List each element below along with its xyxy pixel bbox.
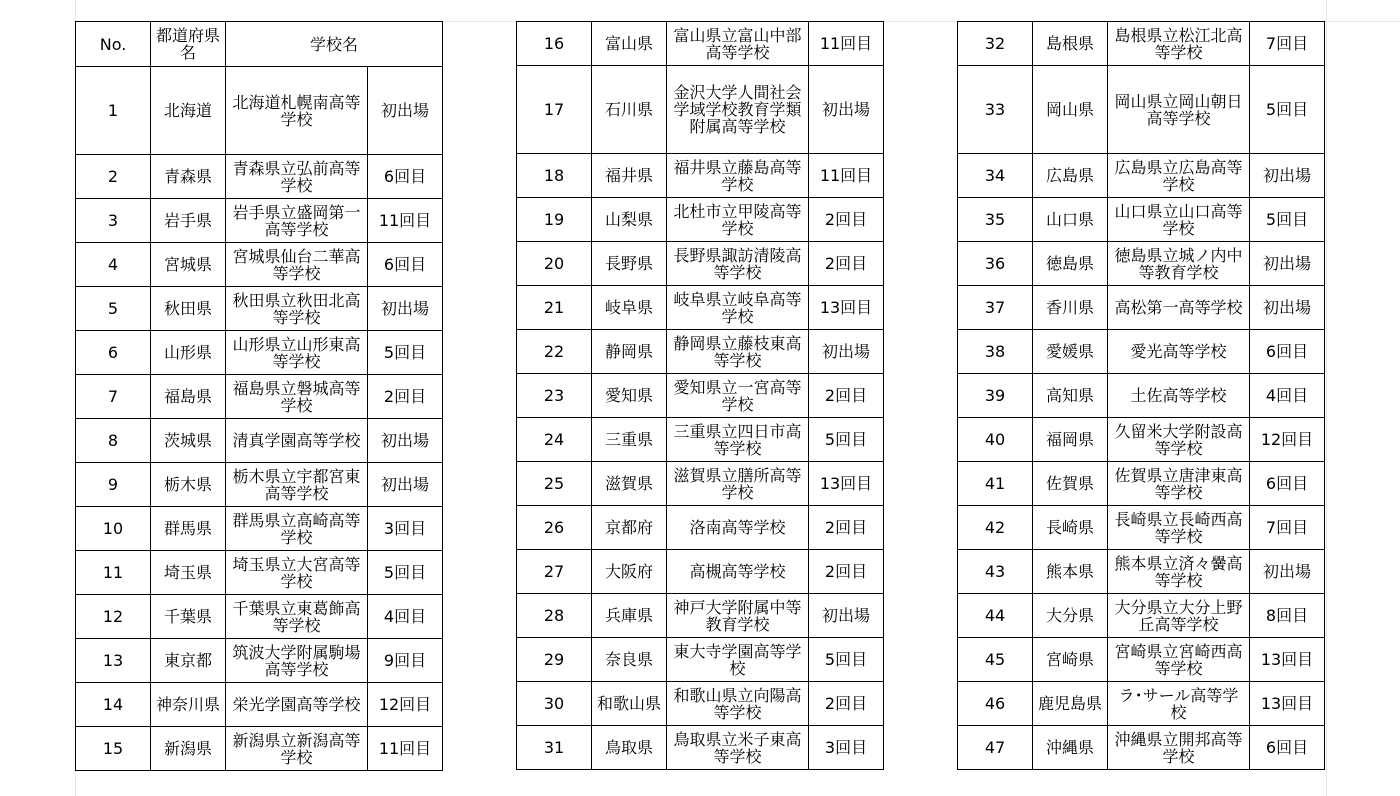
- cell-school: 北海道札幌南高等学校: [226, 67, 368, 155]
- cell-prefecture: 新潟県: [151, 727, 226, 771]
- table-row: [958, 286, 1325, 330]
- cell-prefecture: 神奈川県: [151, 683, 226, 727]
- cell-prefecture: 大阪府: [592, 550, 667, 594]
- table-row: [958, 154, 1325, 198]
- cell-school: 熊本県立済々黌高等学校: [1108, 550, 1250, 594]
- cell-school: 宮城県仙台二華高等学校: [226, 243, 368, 287]
- cell-appearances: 初出場: [809, 330, 884, 374]
- cell-appearances: 11回目: [809, 22, 884, 66]
- cell-appearances: 7回目: [1250, 506, 1325, 550]
- cell-no: 24: [517, 418, 592, 462]
- cell-school: 洛南高等学校: [667, 506, 809, 550]
- cell-prefecture: 群馬県: [151, 507, 226, 551]
- cell-school: 鳥取県立米子東高等学校: [667, 726, 809, 770]
- cell-prefecture: 秋田県: [151, 287, 226, 331]
- cell-no: 47: [958, 726, 1033, 770]
- cell-appearances: 2回目: [368, 375, 443, 419]
- cell-prefecture: 鳥取県: [592, 726, 667, 770]
- cell-school: 東大寺学園高等学校: [667, 638, 809, 682]
- cell-no: 27: [517, 550, 592, 594]
- cell-school: 神戸大学附属中等教育学校: [667, 594, 809, 638]
- cell-no: 28: [517, 594, 592, 638]
- header-no: No.: [76, 22, 151, 67]
- cell-prefecture: 東京都: [151, 639, 226, 683]
- cell-school: 金沢大学人間社会学域学校教育学類附属高等学校: [667, 66, 809, 154]
- cell-no: 43: [958, 550, 1033, 594]
- table-row: [76, 683, 443, 727]
- table-row: [76, 155, 443, 199]
- cell-appearances: 5回目: [368, 331, 443, 375]
- cell-no: 29: [517, 638, 592, 682]
- cell-prefecture: 北海道: [151, 67, 226, 155]
- table-row: [76, 639, 443, 683]
- cell-appearances: 5回目: [368, 551, 443, 595]
- cell-appearances: 6回目: [1250, 462, 1325, 506]
- cell-appearances: 11回目: [368, 199, 443, 243]
- cell-school: 長野県諏訪清陵高等学校: [667, 242, 809, 286]
- cell-no: 7: [76, 375, 151, 419]
- cell-appearances: 9回目: [368, 639, 443, 683]
- cell-appearances: 11回目: [368, 727, 443, 771]
- cell-no: 20: [517, 242, 592, 286]
- cell-no: 25: [517, 462, 592, 506]
- cell-school: 群馬県立高崎高等学校: [226, 507, 368, 551]
- cell-school: 島根県立松江北高等学校: [1108, 22, 1250, 66]
- table-row: [76, 507, 443, 551]
- cell-school: 長崎県立長崎西高等学校: [1108, 506, 1250, 550]
- cell-school: 高槻高等学校: [667, 550, 809, 594]
- cell-appearances: 8回目: [1250, 594, 1325, 638]
- cell-prefecture: 千葉県: [151, 595, 226, 639]
- table-row: [958, 726, 1325, 770]
- cell-appearances: 初出場: [368, 67, 443, 155]
- cell-prefecture: 滋賀県: [592, 462, 667, 506]
- cell-prefecture: 奈良県: [592, 638, 667, 682]
- cell-no: 17: [517, 66, 592, 154]
- cell-appearances: 4回目: [368, 595, 443, 639]
- cell-no: 32: [958, 22, 1033, 66]
- cell-appearances: 6回目: [1250, 330, 1325, 374]
- cell-prefecture: 徳島県: [1033, 242, 1108, 286]
- cell-no: 8: [76, 419, 151, 463]
- table-row: [517, 726, 884, 770]
- cell-school: 宮崎県立宮崎西高等学校: [1108, 638, 1250, 682]
- cell-prefecture: 岩手県: [151, 199, 226, 243]
- cell-prefecture: 栃木県: [151, 463, 226, 507]
- cell-appearances: 2回目: [809, 550, 884, 594]
- cell-appearances: 13回目: [809, 286, 884, 330]
- cell-no: 16: [517, 22, 592, 66]
- cell-appearances: 初出場: [1250, 286, 1325, 330]
- cell-appearances: 5回目: [1250, 66, 1325, 154]
- table-row: [76, 595, 443, 639]
- cell-appearances: 12回目: [368, 683, 443, 727]
- cell-appearances: 5回目: [809, 638, 884, 682]
- table-row: [517, 286, 884, 330]
- cell-no: 26: [517, 506, 592, 550]
- cell-prefecture: 和歌山県: [592, 682, 667, 726]
- header-prefecture: 都道府県名: [151, 22, 226, 67]
- cell-prefecture: 静岡県: [592, 330, 667, 374]
- cell-no: 18: [517, 154, 592, 198]
- table-row: [958, 550, 1325, 594]
- cell-no: 21: [517, 286, 592, 330]
- table-row: [76, 375, 443, 419]
- cell-school: 山形県立山形東高等学校: [226, 331, 368, 375]
- cell-no: 15: [76, 727, 151, 771]
- cell-prefecture: 島根県: [1033, 22, 1108, 66]
- table-row: [958, 374, 1325, 418]
- cell-school: 愛光高等学校: [1108, 330, 1250, 374]
- header-school: 学校名: [226, 22, 443, 67]
- schools-table-3: [957, 21, 1325, 770]
- table-row: [76, 419, 443, 463]
- cell-school: 愛知県立一宮高等学校: [667, 374, 809, 418]
- cell-no: 23: [517, 374, 592, 418]
- cell-school: 三重県立四日市高等学校: [667, 418, 809, 462]
- cell-no: 31: [517, 726, 592, 770]
- table-row: [517, 418, 884, 462]
- cell-no: 22: [517, 330, 592, 374]
- cell-prefecture: 京都府: [592, 506, 667, 550]
- cell-school: 栄光学園高等学校: [226, 683, 368, 727]
- cell-no: 12: [76, 595, 151, 639]
- table-row: [517, 506, 884, 550]
- cell-prefecture: 長崎県: [1033, 506, 1108, 550]
- table-row: [958, 594, 1325, 638]
- cell-prefecture: 埼玉県: [151, 551, 226, 595]
- cell-school: 秋田県立秋田北高等学校: [226, 287, 368, 331]
- cell-prefecture: 岡山県: [1033, 66, 1108, 154]
- cell-appearances: 13回目: [1250, 638, 1325, 682]
- cell-appearances: 3回目: [809, 726, 884, 770]
- cell-prefecture: 宮崎県: [1033, 638, 1108, 682]
- table-row: [76, 331, 443, 375]
- cell-no: 46: [958, 682, 1033, 726]
- cell-no: 1: [76, 67, 151, 155]
- cell-appearances: 2回目: [809, 242, 884, 286]
- cell-school: 筑波大学附属駒場高等学校: [226, 639, 368, 683]
- cell-school: 岡山県立岡山朝日高等学校: [1108, 66, 1250, 154]
- table-row: [517, 682, 884, 726]
- cell-appearances: 初出場: [1250, 550, 1325, 594]
- cell-prefecture: 福井県: [592, 154, 667, 198]
- cell-prefecture: 石川県: [592, 66, 667, 154]
- cell-school: 滋賀県立膳所高等学校: [667, 462, 809, 506]
- cell-prefecture: 岐阜県: [592, 286, 667, 330]
- cell-no: 5: [76, 287, 151, 331]
- cell-appearances: 初出場: [368, 463, 443, 507]
- cell-school: 沖縄県立開邦高等学校: [1108, 726, 1250, 770]
- cell-no: 41: [958, 462, 1033, 506]
- table-row: [517, 550, 884, 594]
- cell-appearances: 13回目: [1250, 682, 1325, 726]
- cell-no: 33: [958, 66, 1033, 154]
- table-row: [958, 418, 1325, 462]
- cell-prefecture: 宮城県: [151, 243, 226, 287]
- cell-school: 富山県立富山中部高等学校: [667, 22, 809, 66]
- table-row: [958, 682, 1325, 726]
- cell-no: 13: [76, 639, 151, 683]
- cell-school: 青森県立弘前高等学校: [226, 155, 368, 199]
- table-row: [76, 727, 443, 771]
- cell-no: 6: [76, 331, 151, 375]
- cell-prefecture: 山口県: [1033, 198, 1108, 242]
- page-border-right: [1326, 0, 1327, 796]
- cell-appearances: 12回目: [1250, 418, 1325, 462]
- cell-prefecture: 愛知県: [592, 374, 667, 418]
- cell-prefecture: 三重県: [592, 418, 667, 462]
- cell-appearances: 初出場: [809, 66, 884, 154]
- cell-no: 45: [958, 638, 1033, 682]
- cell-no: 2: [76, 155, 151, 199]
- cell-no: 30: [517, 682, 592, 726]
- cell-prefecture: 茨城県: [151, 419, 226, 463]
- cell-school: 山口県立山口高等学校: [1108, 198, 1250, 242]
- cell-appearances: 13回目: [809, 462, 884, 506]
- cell-prefecture: 富山県: [592, 22, 667, 66]
- table-row: [958, 330, 1325, 374]
- cell-school: ラ･サール高等学校: [1108, 682, 1250, 726]
- table-header-row: [76, 22, 443, 67]
- table-row: [517, 66, 884, 154]
- table-row: [76, 67, 443, 155]
- cell-school: 静岡県立藤枝東高等学校: [667, 330, 809, 374]
- cell-no: 34: [958, 154, 1033, 198]
- cell-prefecture: 山形県: [151, 331, 226, 375]
- cell-no: 38: [958, 330, 1033, 374]
- schools-table-1: [75, 21, 443, 771]
- cell-appearances: 2回目: [809, 374, 884, 418]
- table-row: [76, 287, 443, 331]
- cell-prefecture: 長野県: [592, 242, 667, 286]
- cell-prefecture: 熊本県: [1033, 550, 1108, 594]
- cell-school: 北杜市立甲陵高等学校: [667, 198, 809, 242]
- cell-no: 42: [958, 506, 1033, 550]
- cell-school: 佐賀県立唐津東高等学校: [1108, 462, 1250, 506]
- cell-no: 40: [958, 418, 1033, 462]
- cell-no: 11: [76, 551, 151, 595]
- cell-appearances: 3回目: [368, 507, 443, 551]
- cell-appearances: 初出場: [1250, 242, 1325, 286]
- cell-school: 岐阜県立岐阜高等学校: [667, 286, 809, 330]
- cell-school: 清真学園高等学校: [226, 419, 368, 463]
- cell-appearances: 5回目: [1250, 198, 1325, 242]
- table-row: [517, 374, 884, 418]
- cell-school: 福島県立磐城高等学校: [226, 375, 368, 419]
- cell-prefecture: 香川県: [1033, 286, 1108, 330]
- cell-appearances: 初出場: [1250, 154, 1325, 198]
- cell-prefecture: 佐賀県: [1033, 462, 1108, 506]
- cell-prefecture: 福島県: [151, 375, 226, 419]
- cell-prefecture: 大分県: [1033, 594, 1108, 638]
- cell-school: 大分県立大分上野丘高等学校: [1108, 594, 1250, 638]
- table-row: [76, 199, 443, 243]
- cell-prefecture: 沖縄県: [1033, 726, 1108, 770]
- cell-no: 39: [958, 374, 1033, 418]
- cell-appearances: 5回目: [809, 418, 884, 462]
- cell-school: 久留米大学附設高等学校: [1108, 418, 1250, 462]
- cell-school: 栃木県立宇都宮東高等学校: [226, 463, 368, 507]
- table-row: [517, 22, 884, 66]
- cell-appearances: 初出場: [809, 594, 884, 638]
- cell-school: 福井県立藤島高等学校: [667, 154, 809, 198]
- cell-prefecture: 山梨県: [592, 198, 667, 242]
- cell-school: 和歌山県立向陽高等学校: [667, 682, 809, 726]
- table-row: [76, 463, 443, 507]
- cell-appearances: 2回目: [809, 682, 884, 726]
- cell-school: 新潟県立新潟高等学校: [226, 727, 368, 771]
- table-row: [517, 198, 884, 242]
- cell-appearances: 7回目: [1250, 22, 1325, 66]
- table-row: [958, 462, 1325, 506]
- cell-no: 44: [958, 594, 1033, 638]
- cell-no: 35: [958, 198, 1033, 242]
- cell-appearances: 11回目: [809, 154, 884, 198]
- cell-school: 岩手県立盛岡第一高等学校: [226, 199, 368, 243]
- cell-prefecture: 高知県: [1033, 374, 1108, 418]
- cell-school: 土佐高等学校: [1108, 374, 1250, 418]
- cell-prefecture: 青森県: [151, 155, 226, 199]
- table-row: [958, 638, 1325, 682]
- table-row: [517, 154, 884, 198]
- cell-prefecture: 愛媛県: [1033, 330, 1108, 374]
- cell-appearances: 2回目: [809, 506, 884, 550]
- cell-appearances: 6回目: [1250, 726, 1325, 770]
- table-row: [958, 506, 1325, 550]
- table-row: [517, 462, 884, 506]
- cell-no: 19: [517, 198, 592, 242]
- table-row: [958, 198, 1325, 242]
- cell-school: 徳島県立城ノ内中等教育学校: [1108, 242, 1250, 286]
- cell-appearances: 2回目: [809, 198, 884, 242]
- table-row: [76, 243, 443, 287]
- cell-appearances: 初出場: [368, 419, 443, 463]
- cell-prefecture: 福岡県: [1033, 418, 1108, 462]
- cell-no: 3: [76, 199, 151, 243]
- cell-no: 4: [76, 243, 151, 287]
- cell-prefecture: 兵庫県: [592, 594, 667, 638]
- cell-appearances: 6回目: [368, 155, 443, 199]
- table-row: [517, 242, 884, 286]
- cell-no: 37: [958, 286, 1033, 330]
- cell-school: 千葉県立東葛飾高等学校: [226, 595, 368, 639]
- table-row: [517, 330, 884, 374]
- table-row: [958, 66, 1325, 154]
- cell-school: 広島県立広島高等学校: [1108, 154, 1250, 198]
- cell-appearances: 初出場: [368, 287, 443, 331]
- cell-appearances: 6回目: [368, 243, 443, 287]
- cell-no: 10: [76, 507, 151, 551]
- cell-prefecture: 広島県: [1033, 154, 1108, 198]
- table-row: [76, 551, 443, 595]
- cell-no: 36: [958, 242, 1033, 286]
- cell-school: 埼玉県立大宮高等学校: [226, 551, 368, 595]
- cell-no: 9: [76, 463, 151, 507]
- table-row: [517, 594, 884, 638]
- table-row: [958, 22, 1325, 66]
- table-row: [958, 242, 1325, 286]
- cell-prefecture: 鹿児島県: [1033, 682, 1108, 726]
- cell-no: 14: [76, 683, 151, 727]
- cell-school: 高松第一高等学校: [1108, 286, 1250, 330]
- table-row: [517, 638, 884, 682]
- cell-appearances: 4回目: [1250, 374, 1325, 418]
- schools-table-2: [516, 21, 884, 770]
